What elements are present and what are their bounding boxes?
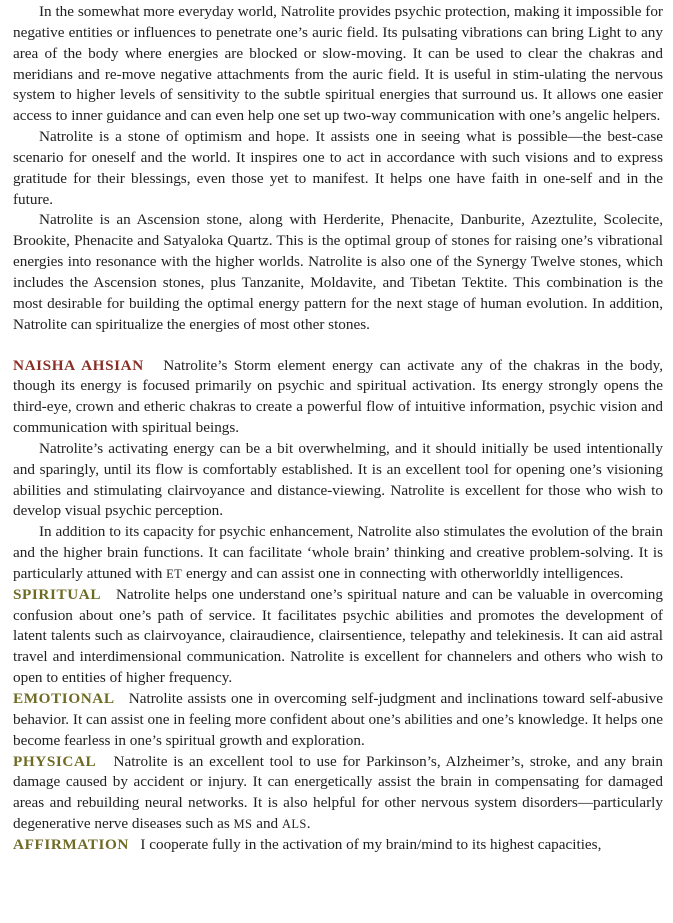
physical-text-b: and (252, 815, 282, 833)
affirmation-text: I cooperate fully in the activation of my brain/mind to its highest capacities, (140, 835, 602, 853)
spiritual-text: Natrolite helps one understand one’s spiritual nature and can be valuable in overcoming confusion about one’s path of service. It facilitates psychic abilities and promotes the development of latent talents such as clairvoyance, clairaudience, clairsentience, telepathy and telekinesis. It can aid astral travel and interdimensional communication. Natrolite is excellent for channelers and others who wish to open to entities of higher frequency. (13, 585, 663, 687)
ahsian-paragraph-1 (13, 356, 663, 439)
physical-paragraph (13, 752, 663, 835)
section-heading-naisha-ahsian: NAISHA AHSIAN (13, 356, 144, 374)
subheading-emotional: EMOTIONAL (13, 690, 115, 707)
als-abbrev: ALS (281, 817, 307, 832)
ms-abbrev: MS (233, 817, 253, 832)
intro-paragraph-1: In the somewhat more everyday world, Natrolite provides psychic protection, making it impossible for negative entities or influences to penetrate one’s auric field. Its pulsating vibrations can bring Light to any area of the body where energies are blocked or slow-moving. It can be used to clear the chakras and meridians and re-move negative attachments from the auric field. It is useful in stim-ulating the nervous system to higher levels of sensitivity to the subtle spiritual energies that surround us. It allows one easier access to inner guidance and can even help one set up two-way communication with one’s angelic helpers. (13, 3, 663, 125)
ahsian-text-1: Natrolite’s Storm element energy can activate any of the chakras in the body, though its energy is focused primarily on psychic and spiritual activation. Its energy strongly opens the third-eye, crown and etheric chakras to create a powerful flow of intuitive information, psychic vision and communication with spiritual beings. (13, 356, 663, 437)
physical-text-a: Natrolite is an excellent tool to use for Parkinson’s, Alzheimer’s, stroke, and any brain damage caused by accident or injury. It can energetically assist the brain in compensating for damaged areas and rebuilding neural networks. It is also helpful for other nervous system disorders—particularly degenerative nerve diseases such as (13, 752, 664, 833)
emotional-paragraph (13, 689, 663, 752)
ahsian-paragraph-2: Natrolite’s activating energy can be a bit overwhelming, and it should initially be used intentionally and sparingly, until its flow is comfortably established. It is an excellent tool for opening one’s visioning abilities and stimulating clairvoyance and distance-viewing. Natrolite is excellent for those who wish to develop visual psychic perception. (13, 439, 663, 520)
intro-paragraph-2: Natrolite is a stone of optimism and hope. It assists one in seeing what is possible—the best-case scenario for oneself and the world. It inspires one to act in accordance with such visions and to express gratitude for their blessings, even those yet to manifest. It helps one have faith in one-self and in the future. (13, 128, 663, 208)
subheading-spiritual: SPIRITUAL (13, 585, 102, 603)
spiritual-paragraph (13, 585, 663, 689)
ahsian-paragraph-3 (13, 522, 663, 585)
ahsian-text-3a: In addition to its capacity for psychic enhancement, Natrolite also stimulates the evolution of the brain and the higher brain functions. It can facilitate ‘whole brain’ thinking and creative problem-solving. It is particularly attuned with (13, 523, 663, 582)
affirmation-paragraph (13, 835, 663, 856)
emotional-text: Natrolite assists one in overcoming self-judgment and inclinations toward self-abusive behavior. It can assist one in feeling more confident about one’s abilities and one’s knowledge. It helps one become fearless in one’s spiritual growth and exploration. (13, 690, 663, 749)
section-gap (13, 336, 663, 356)
subheading-physical: PHYSICAL (13, 752, 97, 770)
ahsian-text-3b: energy and can assist one in connecting with otherworldly intelligences. (182, 564, 624, 582)
et-abbrev: ET (166, 566, 183, 581)
physical-text-c: . (306, 815, 311, 833)
subheading-affirmation: AFFIRMATION (13, 835, 129, 853)
intro-paragraph-3: Natrolite is an Ascension stone, along with Herderite, Phenacite, Danburite, Azeztulite, Scolecite, Brookite, Phenacite and Satyaloka Quartz. This is the optimal group of stones for raising one’s vibrational energies into resonance with the higher worlds. Natrolite is also one of the Synergy Twelve stones, which includes the Ascension stones, plus Tanzanite, Moldavite, and Tibetan Tektite. This combination is the most desirable for building the optimal energy pattern for the next stage of human evolution. In addition, Natrolite can spiritualize the energies of most other stones. (13, 211, 663, 333)
